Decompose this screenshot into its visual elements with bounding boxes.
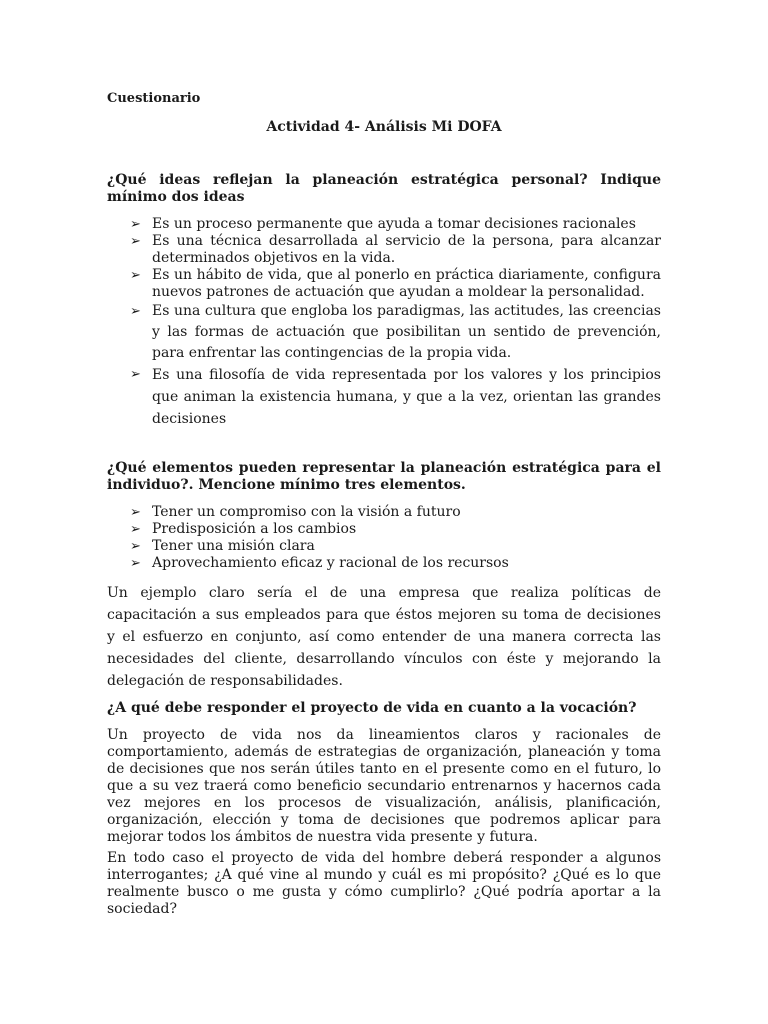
- arrowhead-bullet-icon: ➢: [130, 522, 141, 537]
- list-item: [107, 233, 661, 267]
- list-item: [107, 521, 661, 538]
- question-3: ¿A qué debe responder el proyecto de vida en cuanto a la vocación?: [107, 700, 637, 716]
- list-item-text: Es un proceso permanente que ayuda a tomar decisiones racionales: [152, 216, 636, 232]
- list-item-text: Es una cultura que engloba los paradigmas, las actitudes, las creencias y las formas de actuación que posibilitan un sentido de prevención, para enfrentar las contingencias de la propia vida.: [152, 303, 661, 361]
- arrowhead-bullet-icon: ➢: [130, 304, 141, 319]
- arrowhead-bullet-icon: ➢: [130, 505, 141, 520]
- answer-list-2: [107, 504, 661, 572]
- example-paragraph: Un ejemplo claro sería el de una empresa que realiza políticas de capacitación a sus empleados para que éstos mejoren su toma de decisiones y el esfuerzo en conjunto, así como entender de una manera correcta las necesidades del cliente, desarrollando vínculos con éste y mejorando la delegación de responsabilidades.: [107, 585, 661, 689]
- answer-list-1: [107, 216, 661, 430]
- list-item-text: Tener una misión clara: [152, 538, 315, 554]
- list-item-text: Es una filosofía de vida representada por los valores y los principios que animan la existencia humana, y que a la vez, orientan las grandes decisiones: [152, 367, 661, 427]
- list-item: [107, 364, 661, 430]
- list-item-text: Es una técnica desarrollada al servicio de la persona, para alcanzar determinados objetivos en la vida.: [152, 233, 661, 266]
- answer-paragraph-2: En todo caso el proyecto de vida del hombre deberá responder a algunos interrogantes; ¿A qué vine al mundo y cuál es mi propósito? ¿Qué es lo que realmente busco o me gusta y cómo cumplirlo? ¿Qué podría aportar a la sociedad?: [107, 850, 661, 917]
- answer-paragraph-1: Un proyecto de vida nos da lineamientos claros y racionales de comportamiento, además de estrategias de organización, planeación y toma de decisiones que nos serán útiles tanto en el presente como en el futuro, lo que a su vez traerá como beneficio secundario entrenarnos y hacernos cada vez mejores en los procesos de visualización, análisis, planificación, organización, elección y toma de decisiones que podremos aplicar para mejorar todos los ámbitos de nuestra vida presente y futura.: [107, 727, 661, 845]
- list-item: [107, 555, 661, 572]
- question-1: ¿Qué ideas reflejan la planeación estratégica personal? Indique mínimo dos ideas: [107, 172, 661, 205]
- list-item-text: Tener un compromiso con la visión a futuro: [152, 504, 461, 520]
- arrowhead-bullet-icon: ➢: [130, 539, 141, 554]
- document-title: Actividad 4- Análisis Mi DOFA: [266, 119, 502, 135]
- arrowhead-bullet-icon: ➢: [130, 367, 141, 382]
- list-item: [107, 504, 661, 521]
- list-item: [107, 267, 661, 301]
- arrowhead-bullet-icon: ➢: [130, 234, 141, 249]
- list-item: [107, 301, 661, 364]
- question-2: ¿Qué elementos pueden representar la planeación estratégica para el individuo?. Mencione mínimo tres elementos.: [107, 460, 661, 493]
- list-item-text: Aprovechamiento eficaz y racional de los recursos: [152, 555, 509, 571]
- list-item: [107, 538, 661, 555]
- arrowhead-bullet-icon: ➢: [130, 217, 141, 232]
- document-label: Cuestionario: [107, 91, 201, 106]
- list-item-text: Predisposición a los cambios: [152, 521, 357, 537]
- list-item: [107, 216, 661, 233]
- arrowhead-bullet-icon: ➢: [130, 268, 141, 283]
- arrowhead-bullet-icon: ➢: [130, 556, 141, 571]
- list-item-text: Es un hábito de vida, que al ponerlo en práctica diariamente, configura nuevos patrones de actuación que ayudan a moldear la personalidad.: [152, 267, 661, 300]
